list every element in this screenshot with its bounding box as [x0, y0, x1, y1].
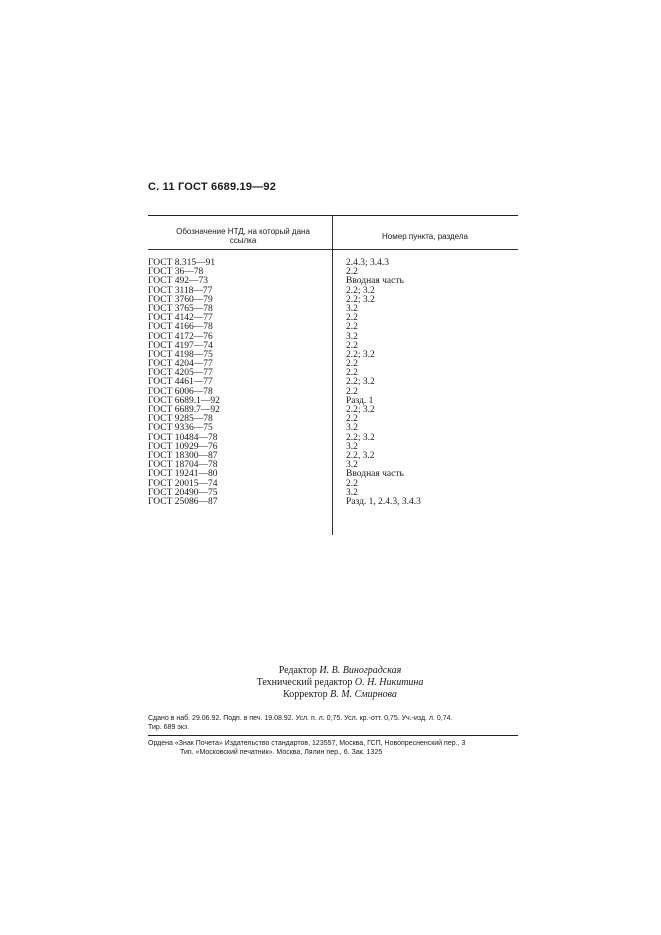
clause-number: 2.2; 3.2 — [346, 294, 375, 305]
reference-table — [148, 215, 518, 535]
tech-editor-name: О. Н. Никитина — [354, 677, 424, 688]
clause-number: 2.2 — [346, 267, 358, 278]
standard-designation: ГОСТ 20490—75 — [148, 487, 218, 498]
clause-number: 2.2 — [346, 322, 358, 333]
standard-designation: ГОСТ 18704—78 — [148, 460, 218, 471]
standard-designation: ГОСТ 4142—77 — [148, 313, 213, 324]
clause-number: Разд. 1, 2.4.3, 3.4.3 — [346, 496, 421, 507]
tech-editor-line — [210, 677, 470, 689]
standard-designation: ГОСТ 3765—78 — [148, 303, 213, 314]
editor-line — [210, 665, 470, 677]
standard-designation: ГОСТ 3760—79 — [148, 294, 213, 305]
credits — [210, 665, 470, 701]
clause-number: 2.2; 3.2 — [346, 285, 375, 296]
standard-designation: ГОСТ 10484—78 — [148, 432, 218, 443]
standard-designation: ГОСТ 36—78 — [148, 267, 204, 278]
clause-number: 3.2 — [346, 303, 358, 314]
standard-designation: ГОСТ 9285—78 — [148, 414, 213, 425]
standard-designation: ГОСТ 6689.7—92 — [148, 405, 220, 415]
clause-number: 2.2, 3.2 — [346, 450, 375, 461]
table-row — [148, 259, 518, 268]
standard-designation: ГОСТ 19241—80 — [148, 469, 218, 480]
clause-number: 3.2 — [346, 487, 358, 498]
standard-designation: ГОСТ 4205—77 — [148, 368, 213, 379]
standard-designation: ГОСТ 6006—78 — [148, 386, 213, 397]
column-header-clause: Номер пункта, раздела — [382, 232, 468, 241]
standard-designation: ГОСТ 9336—75 — [148, 423, 213, 434]
page-header: С. 11 ГОСТ 6689.19—92 — [148, 181, 277, 193]
clause-number: 2.2 — [346, 368, 358, 379]
standard-designation: ГОСТ 4198—75 — [148, 349, 213, 360]
standard-designation: ГОСТ 8.315—91 — [148, 258, 216, 268]
clause-number: 2.2 — [346, 359, 358, 370]
clause-number: 2.2 — [346, 313, 358, 324]
editor-name: И. В. Виноградская — [319, 665, 402, 676]
standard-designation: ГОСТ 4197—74 — [148, 340, 213, 351]
clause-number: 2.4.3; 3.4.3 — [346, 258, 390, 268]
table-row — [148, 498, 518, 507]
clause-number: 2.2; 3.2 — [346, 432, 375, 443]
tech-editor-label: Технический редактор — [256, 677, 353, 688]
clause-number: Вводная часть — [346, 276, 404, 287]
clause-number: 2.2; 3.2 — [346, 377, 375, 388]
standard-designation: ГОСТ 4204—77 — [148, 359, 213, 370]
imprint-line-1: Сдано в наб. 29.06.92. Подп. в печ. 19.08.92. Усл. п. л. 0,75. Усл. кр.-отт. 0,75. Уч.-изд. л. 0,74. — [148, 715, 453, 722]
imprint-details — [148, 714, 518, 732]
imprint-rule — [148, 735, 518, 736]
standard-designation: ГОСТ 492—73 — [148, 276, 208, 287]
standard-designation: ГОСТ 25086—87 — [148, 496, 218, 507]
column-header-standard: Обозначение НТД, на который дана ссылка — [176, 227, 310, 245]
clause-number: 2.2 — [346, 386, 358, 397]
clause-number: 3.2 — [346, 460, 358, 471]
proofreader-name: В. М. Смирнова — [330, 689, 397, 700]
standard-designation: ГОСТ 6689.1—92 — [148, 395, 220, 406]
clause-number: 2.2 — [346, 340, 358, 351]
table-body — [148, 259, 518, 507]
clause-number: 3.2 — [346, 441, 358, 452]
clause-number: 2.2 — [346, 478, 358, 489]
standard-designation: ГОСТ 4166—78 — [148, 322, 213, 333]
standard-designation: ГОСТ 10929—76 — [148, 441, 218, 452]
clause-number: 2.2; 3.2 — [346, 349, 375, 360]
imprint-line-1b: Тир. 689 экз. — [148, 724, 190, 731]
clause-number: 3.2 — [346, 423, 358, 434]
table-header-rule — [148, 249, 518, 250]
standard-designation: ГОСТ 20015—74 — [148, 478, 218, 489]
clause-number: 2.2 — [346, 414, 358, 425]
table-top-rule — [148, 215, 518, 216]
proofreader-line — [210, 689, 470, 701]
clause-number: 3.2 — [346, 331, 358, 342]
clause-number: Вводная часть — [346, 469, 404, 480]
standard-designation: ГОСТ 4461—77 — [148, 377, 213, 388]
standard-designation: ГОСТ 3118—77 — [148, 285, 213, 296]
editor-label: Редактор — [278, 665, 317, 676]
publisher-details — [148, 739, 518, 757]
clause-number: 2.2; 3.2 — [346, 405, 375, 415]
printer-line: Тип. «Московский печатник». Москва, Лялин пер., 6. Зак. 1325 — [180, 749, 383, 756]
proofreader-label: Корректор — [283, 689, 328, 700]
standard-designation: ГОСТ 18300—87 — [148, 450, 218, 461]
publisher-line: Ордена «Знак Почета» Издательство стандартов, 123557, Москва, ГСП, Новопресненский пер., 3 — [148, 740, 466, 747]
standard-designation: ГОСТ 4172—76 — [148, 331, 213, 342]
clause-number: Разд. 1 — [346, 395, 374, 406]
